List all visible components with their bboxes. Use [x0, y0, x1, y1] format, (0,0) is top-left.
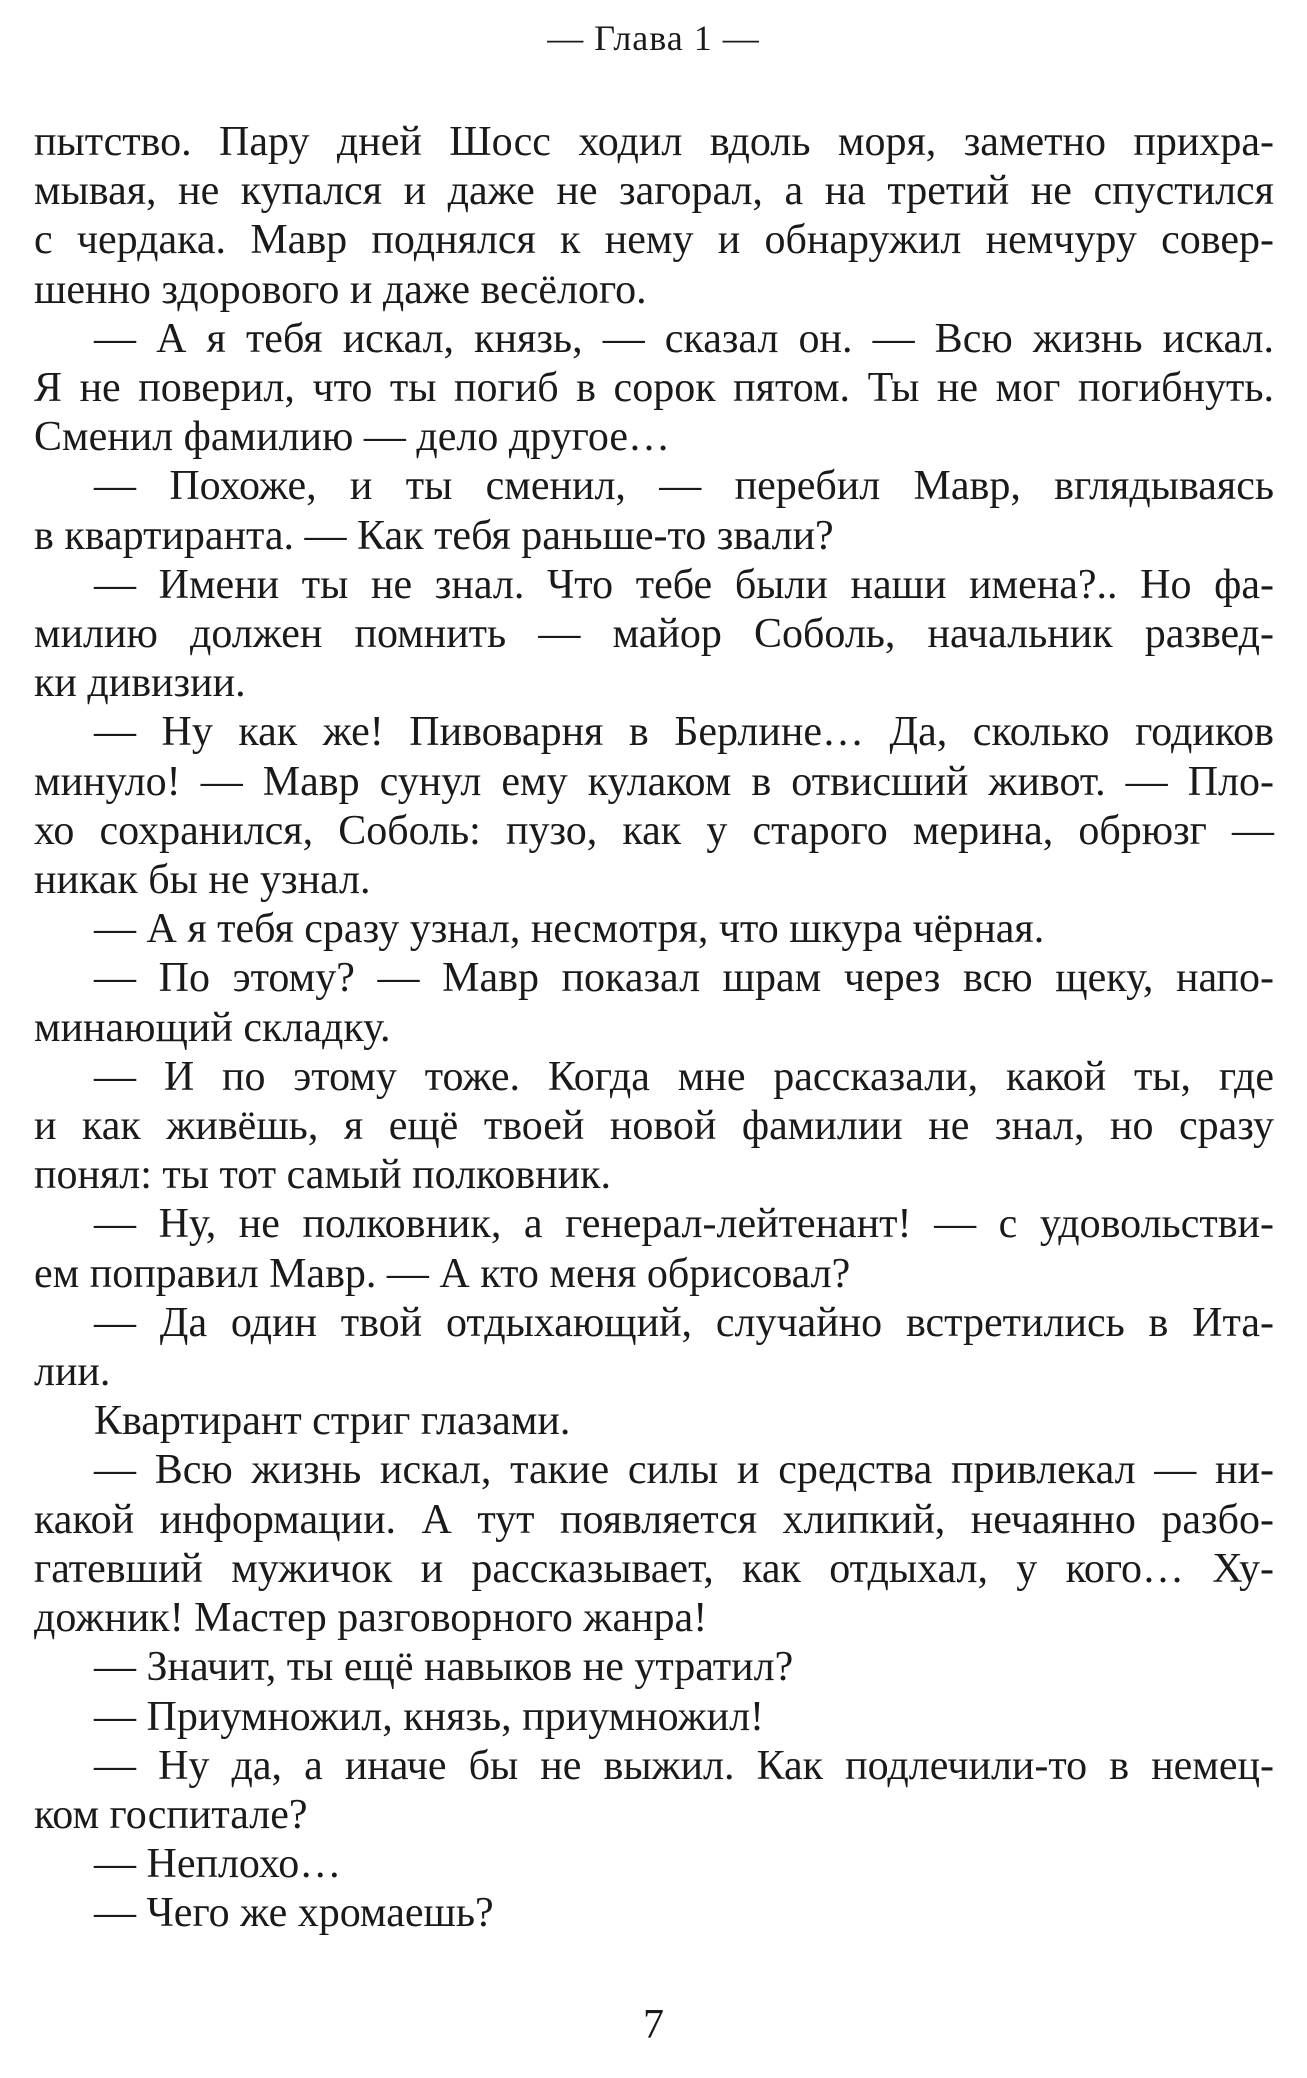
text-line: в квартиранта. — Как тебя раньше-то звали? [34, 512, 834, 559]
text-line: — Ну как же! Пивоварня в Берлине… Да, сколько годиков [94, 709, 1274, 756]
text-line: — А я тебя сразу узнал, несмотря, что шкура чёрная. [94, 906, 1045, 953]
text-line: — А я тебя искал, князь, — сказал он. — Всю жизнь искал. [94, 315, 1274, 362]
text-line: шенно здорового и даже весёлого. [34, 266, 647, 313]
text-line: ком госпитале? [34, 1791, 308, 1838]
text-line: Я не поверил, что ты погиб в сорок пятом. Ты не мог погибнуть. [34, 365, 1274, 412]
text-line: Квартирант стриг глазами. [94, 1398, 571, 1445]
text-line: гатевший мужичок и рассказывает, как отдыхал, у кого… Ху- [34, 1545, 1274, 1592]
text-line: лии. [34, 1349, 111, 1396]
text-line: дожник! Мастер разговорного жанра! [34, 1595, 708, 1642]
page-number: 7 [643, 2002, 664, 2048]
text-line: — Чего же хромаешь? [94, 1890, 494, 1937]
text-line: ки дивизии. [34, 660, 246, 707]
text-line: понял: ты тот самый полковник. [34, 1152, 611, 1199]
text-line: — Имени ты не знал. Что тебе были наши имена?.. Но фа- [94, 561, 1274, 608]
text-line: — Значит, ты ещё навыков не утратил? [94, 1644, 794, 1691]
text-line: — Приумножил, князь, приумножил! [94, 1693, 765, 1740]
text-line: — Неплохо… [94, 1841, 342, 1888]
text-line: минающий складку. [34, 1004, 391, 1051]
text-line: ем поправил Мавр. — А кто меня обрисовал? [34, 1250, 851, 1297]
text-line: — Да один твой отдыхающий, случайно встретились в Ита- [94, 1299, 1274, 1346]
text-line: какой информации. А тут появляется хлипкий, нечаянно разбо- [34, 1496, 1274, 1543]
body-text [34, 118, 1274, 1939]
text-line: никак бы не узнал. [34, 857, 371, 904]
text-line: — Ну, не полковник, а генерал-лейтенант! — с удовольстви- [94, 1201, 1274, 1248]
text-line: и как живёшь, я ещё твоей новой фамилии не знал, но сразу [34, 1103, 1274, 1150]
text-line: Сменил фамилию — дело другое… [34, 414, 670, 461]
text-line: — Всю жизнь искал, такие силы и средства привлекал — ни- [94, 1447, 1274, 1494]
text-line: — Ну да, а иначе бы не выжил. Как подлечили-то в немец- [94, 1742, 1274, 1789]
text-line: — По этому? — Мавр показал шрам через всю щеку, напо- [94, 955, 1274, 1002]
text-line: с чердака. Мавр поднялся к нему и обнаружил немчуру совер- [34, 217, 1274, 264]
running-head: — Глава 1 — [547, 18, 760, 58]
text-line: минуло! — Мавр сунул ему кулаком в отвисший живот. — Пло- [34, 758, 1274, 805]
text-line: мывая, не купался и даже не загорал, а на третий не спустился [34, 168, 1274, 215]
text-line: хо сохранился, Соболь: пузо, как у старого мерина, обрюзг — [34, 807, 1274, 854]
text-line: милию должен помнить — майор Соболь, начальник развед- [34, 611, 1274, 658]
text-line: — И по этому тоже. Когда мне рассказали, какой ты, где [94, 1053, 1274, 1100]
text-line: пытство. Пару дней Шосс ходил вдоль моря, заметно прихра- [34, 119, 1274, 165]
text-line: — Похоже, и ты сменил, — перебил Мавр, вглядываясь [94, 463, 1274, 510]
